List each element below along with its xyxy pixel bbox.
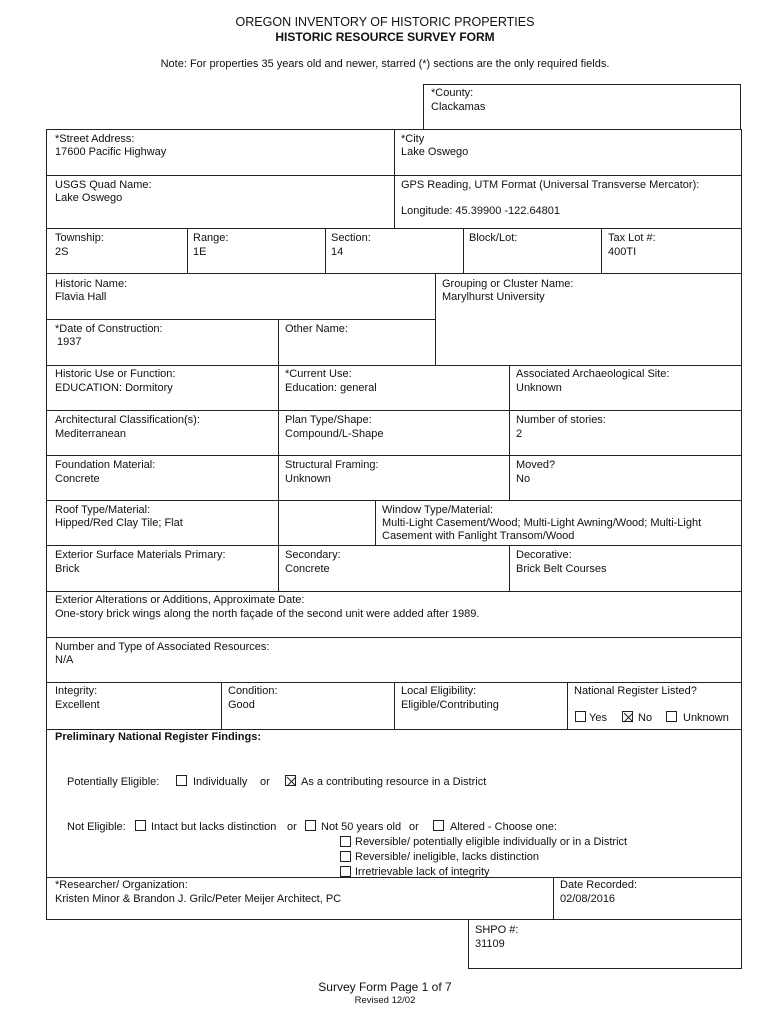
section-value[interactable]: 14 (331, 246, 344, 258)
window-value-line2[interactable]: Casement with Fanlight Transom/Wood (382, 530, 575, 542)
reversible-potential-checkbox[interactable] (340, 836, 351, 847)
exterior-secondary-value[interactable]: Concrete (285, 563, 330, 575)
divider (553, 877, 554, 920)
moved-label: Moved? (516, 459, 556, 471)
date-recorded-value[interactable]: 02/08/2016 (560, 893, 616, 905)
date-construction-value[interactable]: 1937 (57, 336, 82, 348)
associated-resources-label: Number and Type of Associated Resources: (55, 641, 270, 653)
structural-framing-value[interactable]: Unknown (285, 473, 331, 485)
archaeological-site-value[interactable]: Unknown (516, 382, 562, 394)
street-address-value[interactable]: 17600 Pacific Highway (55, 146, 167, 158)
not-50-label: Not 50 years old (321, 821, 402, 833)
block-lot-label: Block/Lot: (469, 232, 518, 244)
alterations-label: Exterior Alterations or Additions, Approximate Date: (55, 594, 305, 606)
condition-label: Condition: (228, 685, 278, 697)
divider (435, 273, 436, 365)
historic-use-value[interactable]: EDUCATION: Dormitory (55, 382, 173, 394)
intact-label: Intact but lacks distinction (151, 821, 277, 833)
researcher-value[interactable]: Kristen Minor & Brandon J. Grilc/Peter Meijer Architect, PC (55, 893, 342, 905)
date-recorded-label: Date Recorded: (560, 879, 638, 891)
current-use-label: *Current Use: (285, 368, 352, 380)
divider (46, 273, 742, 274)
nr-unknown-checkbox[interactable] (666, 711, 677, 722)
divider (278, 319, 279, 365)
foundation-value[interactable]: Concrete (55, 473, 100, 485)
city-value[interactable]: Lake Oswego (401, 146, 469, 158)
divider (278, 545, 279, 591)
structural-framing-label: Structural Framing: (285, 459, 379, 471)
nr-yes-checkbox[interactable] (575, 711, 586, 722)
nr-unknown-label: Unknown (683, 712, 729, 724)
checkmark-x-icon (623, 712, 634, 723)
grouping-value[interactable]: Marylhurst University (442, 291, 545, 303)
divider (46, 545, 742, 546)
nr-no-checkbox[interactable] (622, 711, 633, 722)
not-50-checkbox[interactable] (305, 820, 316, 831)
shpo-value[interactable]: 31109 (475, 938, 505, 950)
stories-value[interactable]: 2 (516, 428, 523, 440)
exterior-primary-label: Exterior Surface Materials Primary: (55, 549, 226, 561)
city-label: *City (401, 133, 425, 145)
roof-value[interactable]: Hipped/Red Clay Tile; Flat (55, 517, 183, 529)
nr-yes-label: Yes (589, 712, 607, 724)
stories-label: Number of stories: (516, 414, 606, 426)
range-label: Range: (193, 232, 229, 244)
date-construction-label: *Date of Construction: (55, 323, 163, 335)
historic-name-label: Historic Name: (55, 278, 128, 290)
divider (509, 365, 510, 500)
divider (46, 365, 742, 366)
divider (601, 228, 602, 273)
local-eligibility-value[interactable]: Eligible/Contributing (401, 699, 499, 711)
form-agency-title: OREGON INVENTORY OF HISTORIC PROPERTIES (235, 15, 535, 29)
decorative-label: Decorative: (516, 549, 572, 561)
or-label-3: or (409, 821, 419, 833)
street-address-label: *Street Address: (55, 133, 135, 145)
divider (567, 682, 568, 729)
usgs-quad-label: USGS Quad Name: (55, 179, 152, 191)
potentially-eligible-label: Potentially Eligible: (67, 776, 160, 788)
current-use-value[interactable]: Education: general (285, 382, 377, 394)
integrity-label: Integrity: (55, 685, 98, 697)
divider (325, 228, 326, 273)
checkmark-x-icon (286, 776, 297, 787)
moved-value[interactable]: No (516, 473, 531, 485)
divider (46, 455, 742, 456)
condition-value[interactable]: Good (228, 699, 255, 711)
section-label: Section: (331, 232, 371, 244)
page-number: Survey Form Page 1 of 7 (318, 980, 452, 994)
reversible-potential-label: Reversible/ potentially eligible individually or in a District (355, 836, 628, 848)
associated-resources-value[interactable]: N/A (55, 654, 74, 666)
individually-label: Individually (193, 776, 248, 788)
grouping-label: Grouping or Cluster Name: (442, 278, 574, 290)
decorative-value[interactable]: Brick Belt Courses (516, 563, 607, 575)
historic-use-label: Historic Use or Function: (55, 368, 176, 380)
gps-value[interactable]: Longitude: 45.39900 -122.64801 (401, 205, 561, 217)
divider (46, 591, 742, 592)
gps-label: GPS Reading, UTM Format (Universal Transverse Mercator): (401, 179, 700, 191)
divider (394, 682, 395, 729)
divider (46, 319, 435, 320)
divider (375, 500, 376, 545)
alterations-value[interactable]: One-story brick wings along the north façade of the second unit were added after 1989. (55, 608, 480, 620)
county-value[interactable]: Clackamas (431, 101, 486, 113)
divider (46, 410, 742, 411)
intact-checkbox[interactable] (135, 820, 146, 831)
range-value[interactable]: 1E (193, 246, 207, 258)
or-label: or (260, 776, 270, 788)
altered-label: Altered - Choose one: (450, 821, 558, 833)
county-label: *County: (431, 87, 474, 99)
roof-label: Roof Type/Material: (55, 504, 151, 516)
window-label: Window Type/Material: (382, 504, 494, 516)
divider (221, 682, 222, 729)
plan-type-label: Plan Type/Shape: (285, 414, 372, 426)
divider (394, 129, 395, 175)
divider (46, 500, 742, 501)
reversible-ineligible-checkbox[interactable] (340, 851, 351, 862)
not-eligible-label: Not Eligible: (67, 821, 126, 833)
divider (46, 637, 742, 638)
divider (187, 228, 188, 273)
window-value-line1[interactable]: Multi-Light Casement/Wood; Multi-Light Awning/Wood; Multi-Light (382, 517, 702, 529)
reversible-ineligible-label: Reversible/ ineligible, lacks distinction (355, 851, 540, 863)
contributing-label: As a contributing resource in a District (301, 776, 487, 788)
individually-checkbox[interactable] (176, 775, 187, 786)
divider (463, 228, 464, 273)
nr-no-label: No (638, 712, 653, 724)
divider (394, 175, 395, 228)
other-name-label: Other Name: (285, 323, 348, 335)
township-label: Township: (55, 232, 104, 244)
form-title: HISTORIC RESOURCE SURVEY FORM (275, 30, 495, 44)
arch-classification-label: Architectural Classification(s): (55, 414, 200, 426)
irretrievable-label: Irretrievable lack of integrity (355, 866, 490, 878)
divider (509, 545, 510, 591)
exterior-primary-value[interactable]: Brick (55, 563, 80, 575)
revision-date: Revised 12/02 (354, 995, 416, 1006)
nr-listed-label: National Register Listed? (574, 685, 697, 697)
form-note: Note: For properties 35 years old and newer, starred (*) sections are the only required fields. (160, 58, 610, 70)
exterior-secondary-label: Secondary: (285, 549, 341, 561)
historic-name-value[interactable]: Flavia Hall (55, 291, 107, 303)
irretrievable-checkbox[interactable] (340, 866, 351, 877)
tax-lot-label: Tax Lot #: (608, 232, 656, 244)
archaeological-site-label: Associated Archaeological Site: (516, 368, 670, 380)
divider (46, 228, 742, 229)
township-value[interactable]: 2S (55, 246, 69, 258)
integrity-value[interactable]: Excellent (55, 699, 100, 711)
foundation-label: Foundation Material: (55, 459, 156, 471)
altered-checkbox[interactable] (433, 820, 444, 831)
researcher-label: *Researcher/ Organization: (55, 879, 188, 891)
shpo-label: SHPO #: (475, 924, 519, 936)
usgs-quad-value[interactable]: Lake Oswego (55, 192, 123, 204)
plan-type-value[interactable]: Compound/L-Shape (285, 428, 384, 440)
arch-classification-value[interactable]: Mediterranean (55, 428, 126, 440)
findings-heading: Preliminary National Register Findings: (55, 731, 261, 743)
contributing-checkbox[interactable] (285, 775, 296, 786)
or-label-2: or (287, 821, 297, 833)
local-eligibility-label: Local Eligibility: (401, 685, 477, 697)
tax-lot-value[interactable]: 400TI (608, 246, 637, 258)
